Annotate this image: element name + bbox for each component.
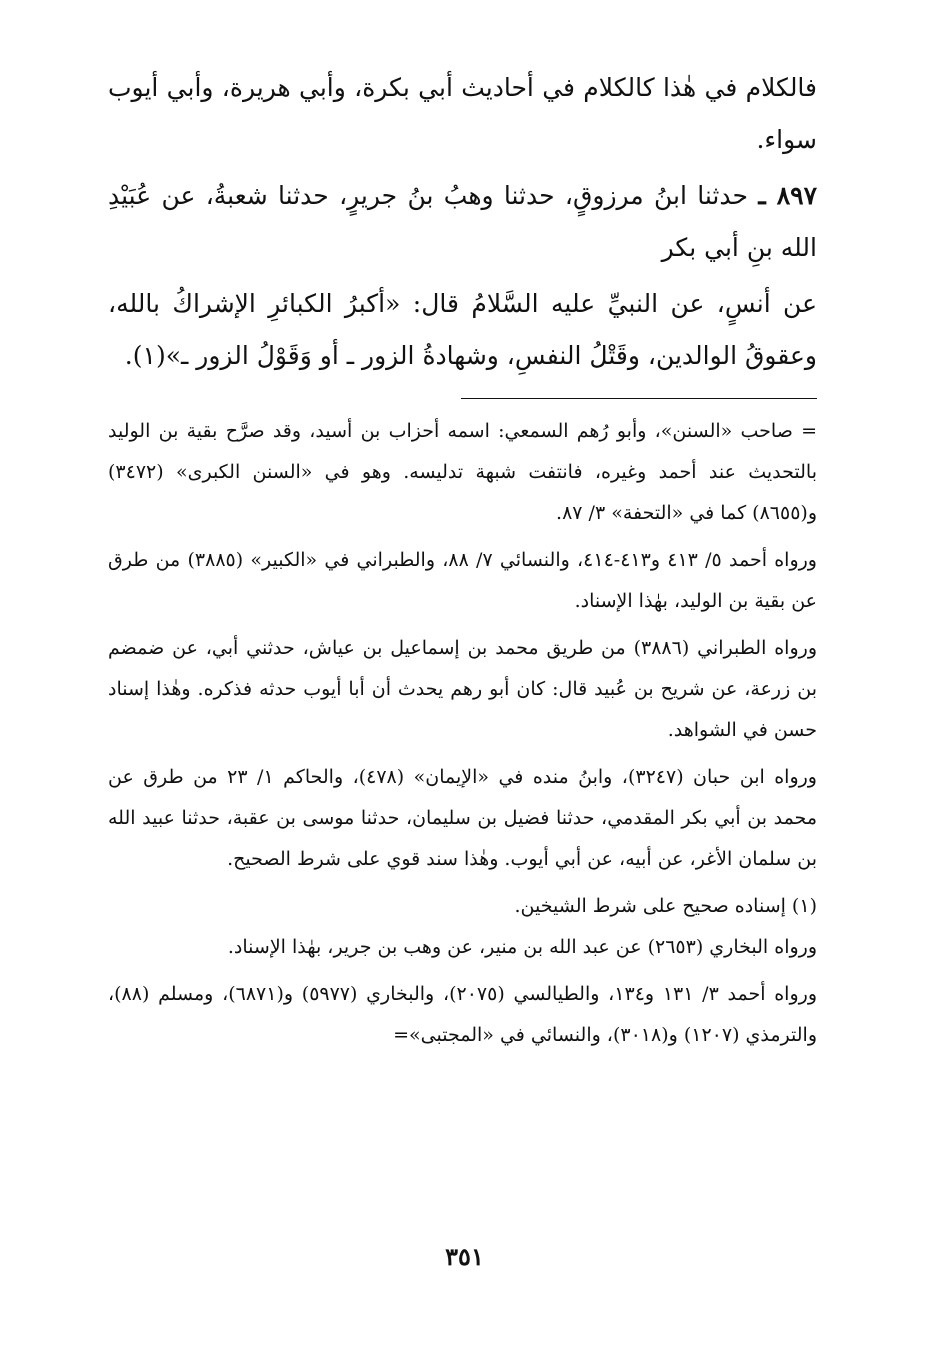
hadith-paragraph (108, 170, 817, 274)
footnote-continued-3: ورواه الطبراني (٣٨٨٦) من طريق محمد بن إسماعيل بن عياش، حدثني أبي، عن ضمضم بن زرعة، عن شريح بن عُبيد قال: كان أبو رهم يحدث أن أبا أيوب حدثه فذكره. وهٰذا إسناد حسن في الشواهد. (108, 637, 817, 741)
footnote-1-line-1: (١) إسناده صحيح على شرط الشيخين. (514, 895, 817, 917)
hadith-number: ٨٩٧ ـ (758, 181, 818, 210)
hadith-chain: حدثنا ابنُ مرزوقٍ، حدثنا وهبُ بنُ جريرٍ، حدثنا شعبةُ، عن عُبَيْدِ الله بنِ أبي بكر (108, 181, 817, 262)
hadith-text: عن أنسٍ، عن النبيِّ عليه السَّلامُ قال: «أكبرُ الكبائرِ الإشراكُ بالله، وعقوقُ الوالدين، وقَتْلُ النفسِ، وشهادةُ الزور ـ أو وَقَوْلُ الزور ـ»(١). (108, 289, 817, 370)
footnote-continued-1: = صاحب «السنن»، وأبو رُهم السمعي: اسمه أحزاب بن أسيد، وقد صرَّح بقية بن الوليد بالتحديث عند أحمد وغيره، فانتفت شبهة تدليسه. وهو في «السنن الكبرى» (٣٤٧٢) و(٨٦٥٥) كما في «التحفة» ٣/ ٨٧. (108, 420, 817, 524)
footnote-separator (461, 398, 817, 399)
page-number: ٣٥١ (445, 1242, 484, 1271)
footnote-1-line-2: ورواه البخاري (٢٦٥٣) عن عبد الله بن منير، عن وهب بن جرير، بهٰذا الإسناد. (227, 936, 817, 958)
footnote-continued-4: ورواه ابن حبان (٣٢٤٧)، وابنُ منده في «الإيمان» (٤٧٨)، والحاكم ١/ ٢٣ من طرق عن محمد بن أبي بكر المقدمي، حدثنا فضيل بن سليمان، حدثنا موسى بن عقبة، حدثنا عبيد الله بن سلمان الأغر، عن أبيه، عن أبي أيوب. وهٰذا سند قوي على شرط الصحيح. (108, 766, 817, 870)
footnote-continued-2: ورواه أحمد ٥/ ٤١٣ و٤١٣-٤١٤، والنسائي ٧/ ٨٨، والطبراني في «الكبير» (٣٨٨٥) من طرق عن بقية بن الوليد، بهٰذا الإسناد. (108, 549, 817, 612)
footnotes (108, 411, 817, 1056)
main-text (108, 62, 817, 382)
footnote-1-line-3: ورواه أحمد ٣/ ١٣١ و١٣٤، والطيالسي (٢٠٧٥)، والبخاري (٥٩٧٧) و(٦٨٧١)، ومسلم (٨٨)، والترمذي (١٢٠٧) و(٣٠١٨)، والنسائي في «المجتبى»= (108, 983, 817, 1046)
book-page (108, 62, 817, 1321)
main-paragraph-1: فالكلام في هٰذا كالكلام في أحاديث أبي بكرة، وأبي هريرة، وأبي أيوب سواء. (108, 73, 817, 154)
